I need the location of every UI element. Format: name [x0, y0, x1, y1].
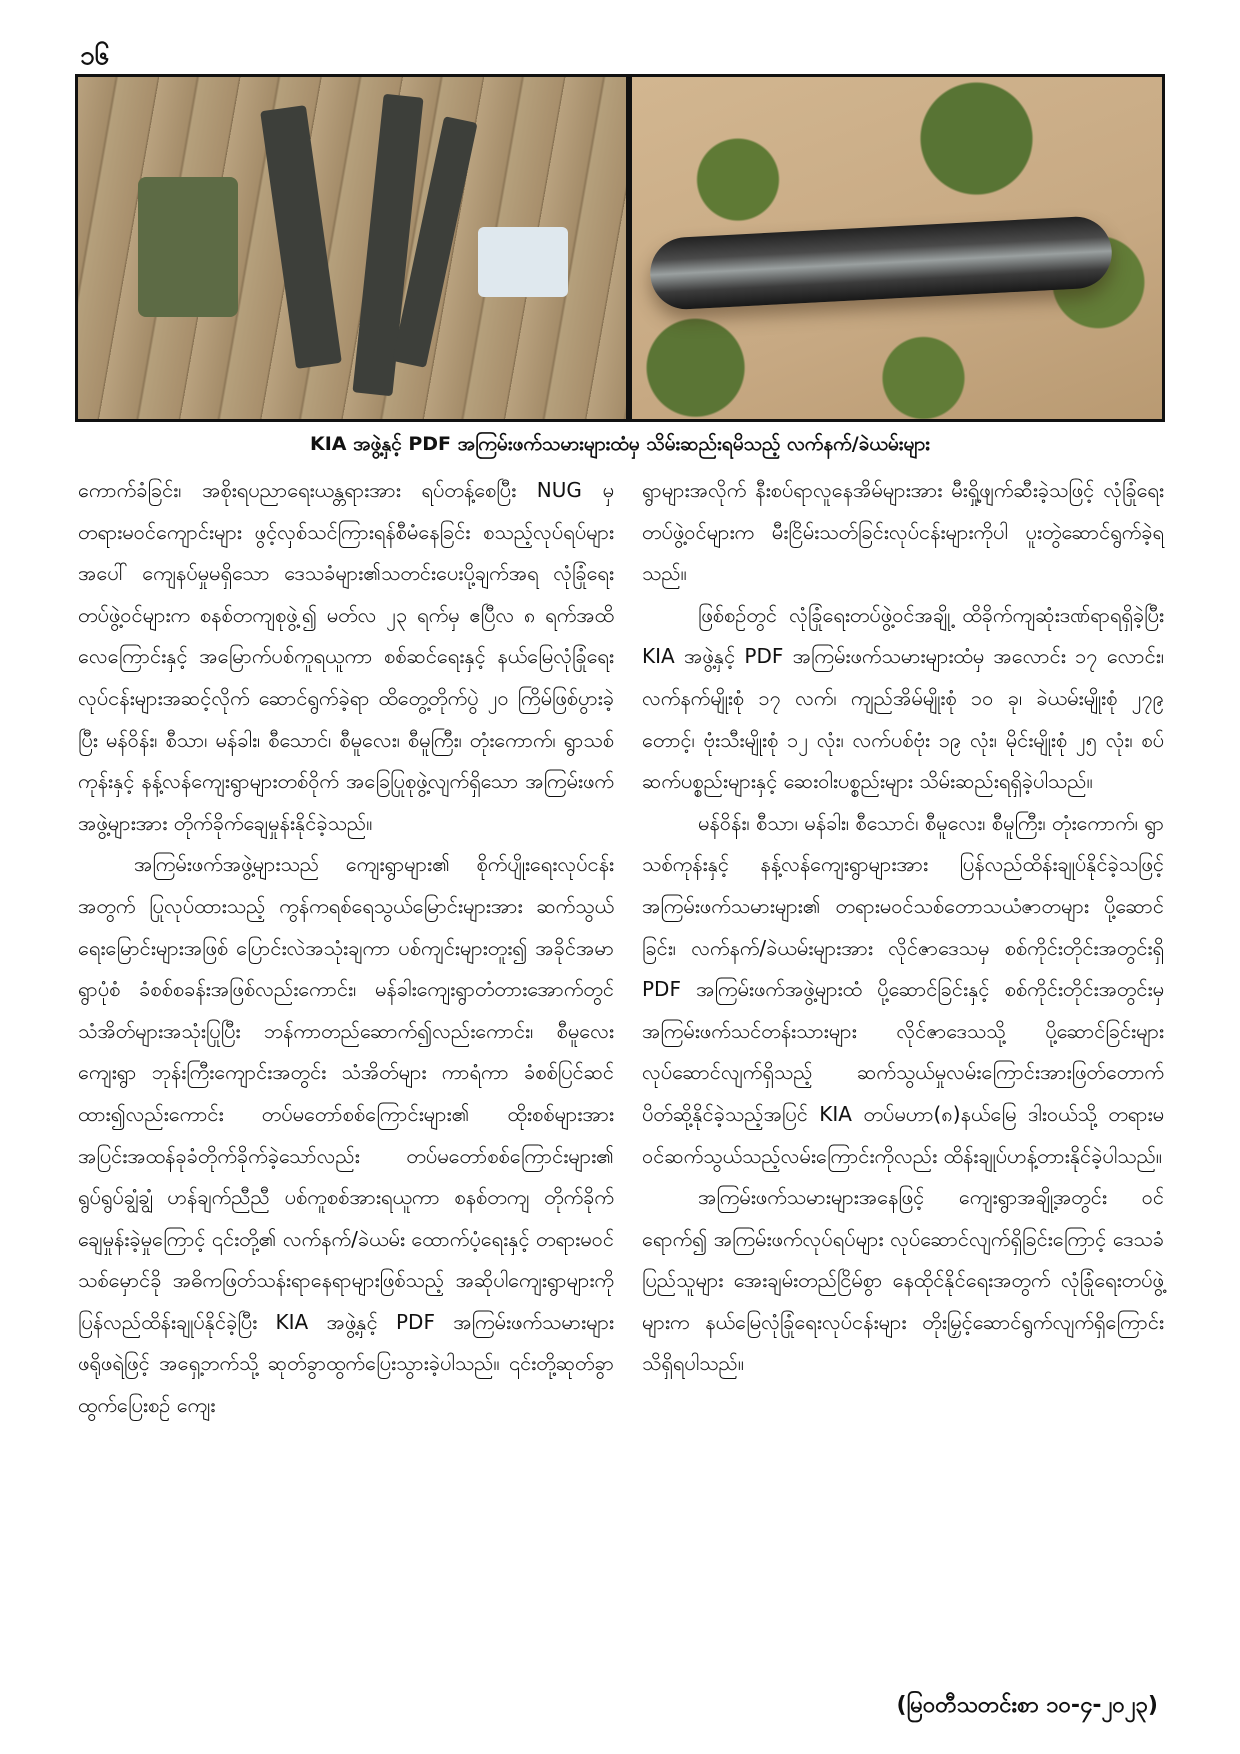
page-number: ၁၆	[80, 41, 110, 71]
weapons-photo	[78, 77, 626, 419]
article-paragraph: မန်ဝိန်း၊ စီသာ၊ မန်ခါး၊ စီသောင်၊ စီမူလေး၊ စီမူကြီး၊ တုံးကောက်၊ ရွာသစ်ကုန်းနှင့် နန့်လန်ကျေးရွာများအား ပြန်လည်ထိန်းချုပ်နိုင်ခဲ့သဖြင့် အကြမ်းဖက်သမားများ၏ တရားမဝင်သစ်တောသယံဇာတများ ပို့ဆောင်ခြင်း၊ လက်နက်/ခဲယမ်းများအား လိုင်ဇာဒေသမှ စစ်ကိုင်းတိုင်းအတွင်းရှိ PDF အကြမ်းဖက်အဖွဲ့များထံ ပို့ဆောင်ခြင်းနှင့် စစ်ကိုင်းတိုင်းအတွင်းမှ အကြမ်းဖက်သင်တန်းသားများ လိုင်ဇာဒေသသို့ ပို့ဆောင်ခြင်းများ လုပ်ဆောင်လျက်ရှိသည့် ဆက်သွယ်မှုလမ်းကြောင်းအားဖြတ်တောက်ပိတ်ဆို့နိုင်ခဲ့သည့်အပြင် KIA တပ်မဟာ(၈)နယ်မြေ ဒါးဝယ်သို့ တရားမဝင်ဆက်သွယ်သည့်လမ်းကြောင်းကိုလည်း ထိန်းချုပ်ဟန့်တားနိုင်ခဲ့ပါသည်။	[642, 810, 1164, 1168]
article-paragraph: ရွာများအလိုက် နီးစပ်ရာလူနေအိမ်များအား မီးရှို့ဖျက်ဆီးခဲ့သဖြင့် လုံခြုံရေးတပ်ဖွဲ့ဝင်များက မီးငြိမ်းသတ်ခြင်းလုပ်ငန်းများကိုပါ ပူးတွဲဆောင်ရွက်ခဲ့ရသည်။	[642, 478, 1164, 586]
article-paragraph: ဖြစ်စဉ်တွင် လုံခြုံရေးတပ်ဖွဲ့ဝင်အချို့ ထိခိုက်ကျဆုံးဒဏ်ရာရရှိခဲ့ပြီး KIA အဖွဲ့နှင့် PDF အကြမ်းဖက်သမားများထံမှ အလောင်း ၁၇ လောင်း၊ လက်နက်မျိုးစုံ ၁၇ လက်၊ ကျည်အိမ်မျိုးစုံ ၁၀ ခု၊ ခဲယမ်းမျိုးစုံ ၂၇၉ တောင့်၊ ဗုံးသီးမျိုးစုံ ၁၂ လုံး၊ လက်ပစ်ဗုံး ၁၉ လုံး၊ မိုင်းမျိုးစုံ ၂၅ လုံး၊ စပ်ဆက်ပစ္စည်းများနှင့် ဆေးဝါးပစ္စည်းများ သိမ်းဆည်းရရှိခဲ့ပါသည်။	[642, 602, 1164, 794]
launcher-tube-shape	[648, 215, 1113, 311]
rifle-shape	[260, 105, 342, 369]
bottles-shape	[478, 227, 568, 297]
photo-caption: KIA အဖွဲ့နှင့် PDF အကြမ်းဖက်သမားများထံမှ သိမ်းဆည်းရမိသည့် လက်နက်/ခဲယမ်းများ	[309, 433, 930, 455]
article-source: (မြဝတီသတင်းစာ ၁၀-၄-၂၀၂၃)	[896, 1693, 1158, 1718]
article-paragraph: အကြမ်းဖက်သမားများအနေဖြင့် ကျေးရွာအချို့အတွင်း ဝင်ရောက်၍ အကြမ်းဖက်လုပ်ရပ်များ လုပ်ဆောင်လျက်ရှိခြင်းကြောင့် ဒေသခံပြည်သူများ အေးချမ်းတည်ငြိမ်စွာ နေထိုင်နိုင်ရေးအတွက် လုံခြုံရေးတပ်ဖွဲ့များက နယ်မြေလုံခြုံရေးလုပ်ငန်းများ တိုးမြှင့်ဆောင်ရွက်လျက်ရှိကြောင်း သိရှိရပါသည်။	[642, 1185, 1164, 1376]
article-paragraph: ကောက်ခံခြင်း၊ အစိုးရပညာရေးယန္တရားအား ရပ်တန့်စေပြီး NUG မှ တရားမဝင်ကျောင်းများ ဖွင့်လှစ်သင်ကြားရန်စီမံနေခြင်း စသည့်လုပ်ရပ်များအပေါ် ကျေနပ်မှုမရှိသော ဒေသခံများ၏သတင်းပေးပို့ချက်အရ လုံခြုံရေးတပ်ဖွဲ့ဝင်များက စနစ်တကျစုဖွဲ့၍ မတ်လ ၂၃ ရက်မှ ဧပြီလ ၈ ရက်အထိ လေကြောင်းနှင့် အမြောက်ပစ်ကူရယူကာ စစ်ဆင်ရေးနှင့် နယ်မြေလုံခြုံရေးလုပ်ငန်းများအဆင့်လိုက် ဆောင်ရွက်ခဲ့ရာ ထိတွေ့တိုက်ပွဲ ၂၀ ကြိမ်ဖြစ်ပွားခဲ့ပြီး မန်ဝိန်း၊ စီသာ၊ မန်ခါး၊ စီသောင်၊ စီမူလေး၊ စီမူကြီး၊ တုံးကောက်၊ ရွာသစ်ကုန်းနှင့် နန့်လန်ကျေးရွာများတစ်ဝိုက် အခြေပြုစုဖွဲ့လျက်ရှိသော အကြမ်းဖက်အဖွဲ့များအား တိုက်ခိုက်ချေမှုန်းနိုင်ခဲ့သည်။	[78, 478, 614, 835]
magazine-pouch-shape	[138, 177, 238, 317]
photo-strip	[75, 74, 1165, 422]
article-column-right	[642, 470, 1164, 1385]
launcher-tube-photo	[632, 77, 1162, 419]
article-paragraph: အကြမ်းဖက်အဖွဲ့များသည် ကျေးရွာများ၏ စိုက်ပျိုးရေးလုပ်ငန်းအတွက် ပြုလုပ်ထားသည့် ကွန်ကရစ်ရေသွယ်မြောင်းများအား ဆက်သွယ်ရေးမြောင်းများအဖြစ် ပြောင်းလဲအသုံးချကာ ပစ်ကျင်းများတူး၍ အခိုင်အမာရွာပုံစံ ခံစစ်စခန်းအဖြစ်လည်းကောင်း၊ မန်ခါးကျေးရွာတံတားအောက်တွင် သံအိတ်များအသုံးပြုပြီး ဘန်ကာတည်ဆောက်၍လည်းကောင်း၊ စီမူလေးကျေးရွာ ဘုန်းကြီးကျောင်းအတွင်း သံအိတ်များ ကာရံကာ ခံစစ်ပြင်ဆင်ထား၍လည်းကောင်း တပ်မတော်စစ်ကြောင်းများ၏ ထိုးစစ်များအား အပြင်းအထန်ခုခံတိုက်ခိုက်ခဲ့သော်လည်း တပ်မတော်စစ်ကြောင်းများ၏ ရွပ်ရွပ်ချွံချွံ ဟန်ချက်ညီညီ ပစ်ကူစစ်အားရယူကာ စနစ်တကျ တိုက်ခိုက်ချေမှုန်းခဲ့မှုကြောင့် ၎င်းတို့၏ လက်နက်/ခဲယမ်း ထောက်ပံ့ရေးနှင့် တရားမဝင်သစ်မှောင်ခို အဓိကဖြတ်သန်းရာနေရာများဖြစ်သည့် အဆိုပါကျေးရွာများကို ပြန်လည်ထိန်းချုပ်နိုင်ခဲ့ပြီး KIA အဖွဲ့နှင့် PDF အကြမ်းဖက်သမားများ ဖရိုဖရဲဖြင့် အရှေ့ဘက်သို့ ဆုတ်ခွာထွက်ပြေးသွားခဲ့ပါသည်။ ၎င်းတို့ဆုတ်ခွာထွက်ပြေးစဉ် ကျေး	[78, 852, 614, 1418]
article-column-left	[78, 470, 614, 1427]
